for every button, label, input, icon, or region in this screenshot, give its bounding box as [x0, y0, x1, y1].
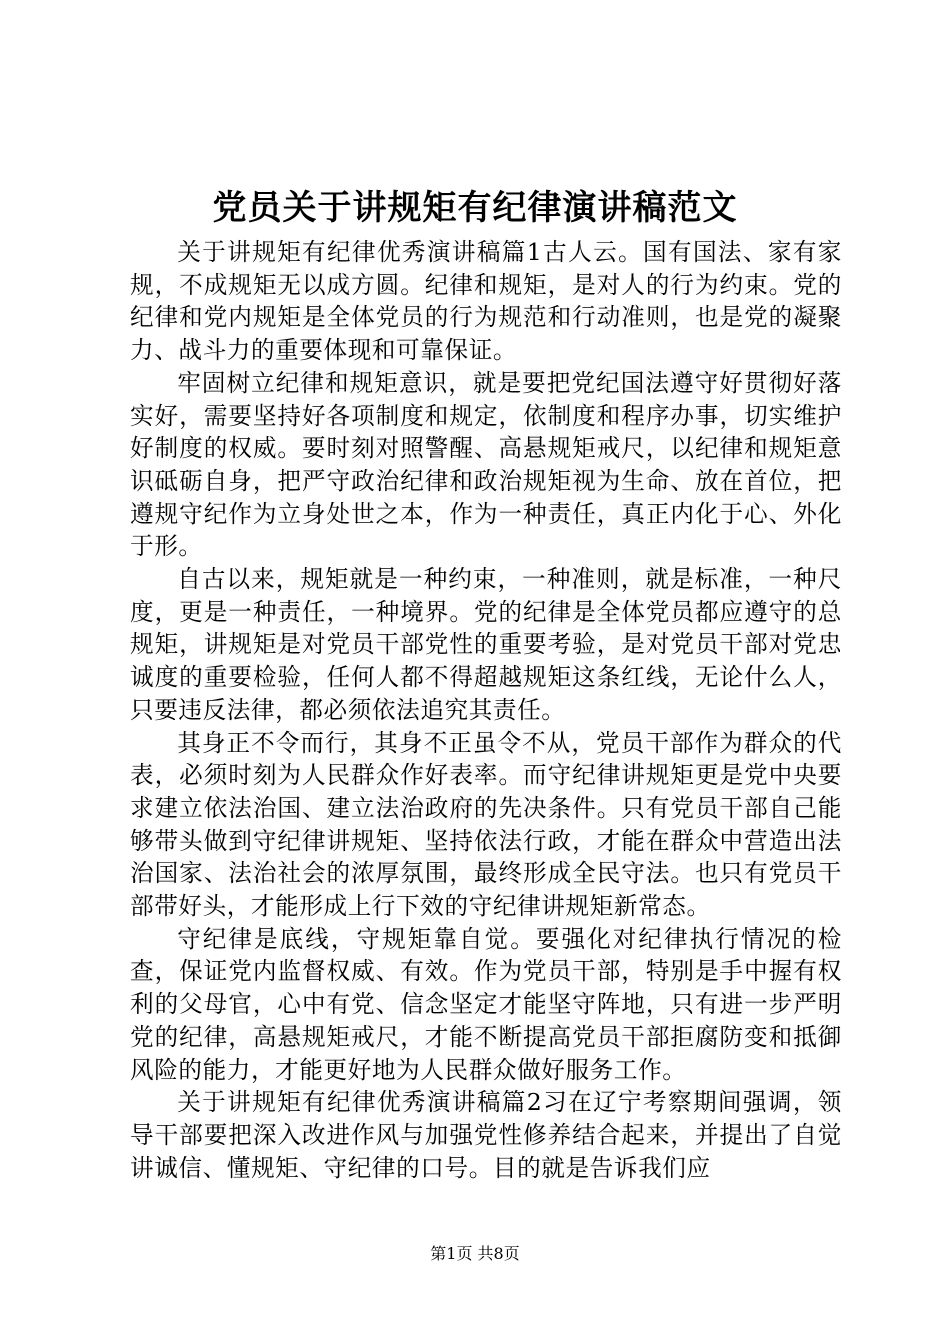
page-footer: 第1页 共8页 [430, 1244, 520, 1263]
paragraph: 关于讲规矩有纪律优秀演讲稿篇1古人云。国有国法、家有家规，不成规矩无以成方圆。纪律和规矩，是对人的行为约束。党的纪律和党内规矩是全体党员的行为规范和行动准则，也是党的凝聚力、战斗力的重要体现和可靠保证。 [130, 238, 842, 365]
document-body [130, 236, 842, 1184]
paragraph: 关于讲规矩有纪律优秀演讲稿篇2习在辽宁考察期间强调，领导干部要把深入改进作风与加强党性修养结合起来，并提出了自觉讲诚信、懂规矩、守纪律的口号。目的就是告诉我们应 [130, 1088, 842, 1182]
paragraph: 牢固树立纪律和规矩意识，就是要把党纪国法遵守好贯彻好落实好，需要坚持好各项制度和规定，依制度和程序办事，切实维护好制度的权威。要时刻对照警醒、高悬规矩戒尺，以纪律和规矩意识砥砺自身，把严守政治纪律和政治规矩视为生命、放在首位，把遵规守纪作为立身处世之本，作为一种责任，真正内化于心、外化于形。 [130, 368, 842, 561]
paragraph: 自古以来，规矩就是一种约束，一种准则，就是标准，一种尺度，更是一种责任，一种境界。党的纪律是全体党员都应遵守的总规矩，讲规矩是对党员干部党性的重要考验，是对党员干部对党忠诚度的重要检验，任何人都不得超越规矩这条红线，无论什么人，只要违反法律，都必须依法追究其责任。 [130, 565, 842, 724]
paragraph: 守纪律是底线，守规矩靠自觉。要强化对纪律执行情况的检查，保证党内监督权威、有效。作为党员干部，特别是手中握有权利的父母官，心中有党、信念坚定才能坚守阵地，只有进一步严明党的纪律，高悬规矩戒尺，才能不断提高党员干部拒腐防变和抵御风险的能力，才能更好地为人民群众做好服务工作。 [130, 924, 842, 1084]
paragraph: 其身正不令而行，其身不正虽令不从，党员干部作为群众的代表，必须时刻为人民群众作好表率。而守纪律讲规矩更是党中央要求建立依法治国、建立法治政府的先决条件。只有党员干部自己能够带头做到守纪律讲规矩、坚持依法行政，才能在群众中营造出法治国家、法治社会的浓厚氛围，最终形成全民守法。也只有党员干部带好头，才能形成上行下效的守纪律讲规矩新常态。 [130, 728, 842, 921]
document-title: 党员关于讲规矩有纪律演讲稿范文 [212, 188, 738, 228]
